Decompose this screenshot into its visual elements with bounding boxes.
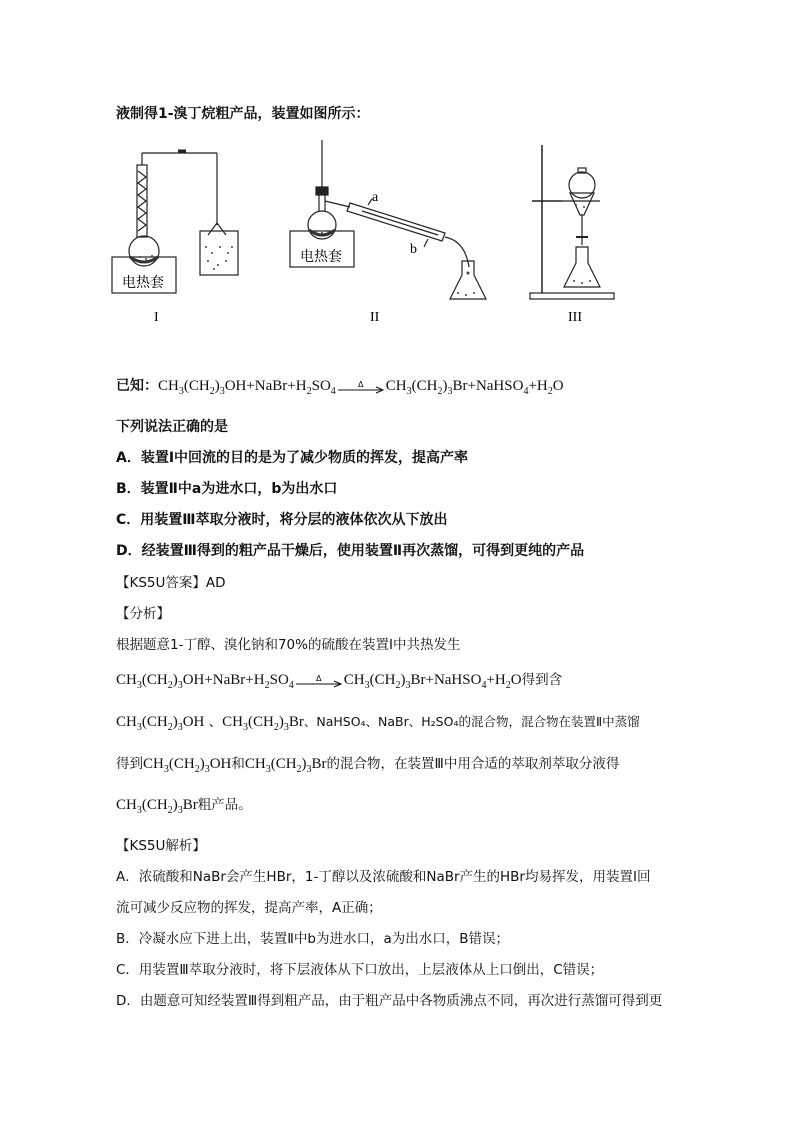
apparatus-ii-label: II [370, 310, 380, 325]
apparatus-i-label: I [154, 310, 159, 325]
analysis-line-1: 根据题意1-丁醇、溴化钠和70%的硫酸在装置Ⅰ中共热发生 [116, 637, 461, 653]
question-text: 下列说法正确的是 [116, 419, 228, 435]
reaction-arrow [336, 380, 386, 394]
answer-tag: 【KS5U答案】 [116, 575, 206, 591]
analysis-tag: 【分析】 [116, 606, 170, 622]
option-c: C．用装置Ⅲ萃取分液时，将分层的液体依次从下放出 [116, 512, 448, 528]
apparatus-iii-label: III [568, 310, 582, 325]
explain-line-5: D．由题意可知经装置Ⅲ得到粗产品，由于粗产品中各物质沸点不同，再次进行蒸馏可得到更 [116, 993, 663, 1009]
stand-base [530, 293, 614, 299]
heater-label-ii: 电热套 [300, 250, 342, 265]
explain-line-3: B．冷凝水应下进上出，装置Ⅱ中b为进水口，a为出水口，B错误； [116, 931, 510, 947]
receiving-flask [450, 261, 486, 299]
explain-line-2: 流可减少反应物的挥发，提高产率，A正确； [116, 900, 382, 916]
answer-value: AD [205, 575, 226, 591]
analysis-line-2: $CH_3(CH_2)_3OH+NaBr+H_2SO_4$ Δ $CH_3(CH_2)_3Br+NaHSO_4+H_2O$得到含 [116, 672, 563, 691]
option-b: B．装置Ⅱ中a为进水口，b为出水口 [116, 481, 338, 497]
reaction-equation: $CH_3(CH_2)_3OH+NaBr+H_2SO_4$ Δ $CH_3(CH_2)_3Br+NaHSO_4+H_2O$ [158, 378, 564, 397]
port-a-label: a [372, 190, 379, 205]
analysis-line-5: $CH_3(CH_2)_3Br$粗产品。 [116, 797, 252, 816]
explain-tag: 【KS5U解析】 [116, 838, 206, 854]
separatory-funnel [569, 172, 595, 198]
beaker [200, 231, 238, 275]
analysis-line-3: $CH_3(CH_2)_3OH$ 、$CH_3(CH_2)_3Br$、NaHSO₄、NaBr、H₂SO₄的混合物，混合物在装置Ⅱ中蒸馏 [116, 714, 640, 733]
option-d: D．经装置Ⅲ得到的粗产品干燥后，使用装置Ⅱ再次蒸馏，可得到更纯的产品 [116, 543, 585, 559]
apparatus-figure [100, 135, 660, 335]
conical-flask-iii [564, 247, 600, 287]
svg-text:Δ: Δ [357, 379, 364, 389]
known-reaction: 已知：$CH_3(CH_2)_3OH+NaBr+H_2SO_4$ Δ $CH_3(CH_2)_3Br+NaHSO_4+H_2O$ [116, 378, 564, 397]
analysis-line-4: 得到$CH_3(CH_2)_3OH$和$CH_3(CH_2)_3Br$的混合物，在装置Ⅲ中用合适的萃取剂萃取分液得 [116, 756, 620, 775]
heater-label-i: 电热套 [122, 276, 164, 291]
intro-text: 液制得1-溴丁烷粗产品，装置如图所示： [116, 106, 370, 122]
answer-line [116, 571, 226, 591]
port-b-label: b [410, 242, 417, 257]
svg-text:Δ: Δ [315, 673, 322, 683]
explain-line-1: A．浓硫酸和NaBr会产生HBr，1-丁醇以及浓硫酸和NaBr产生的HBr均易挥发，用装置Ⅰ回 [116, 869, 651, 885]
option-a: A．装置Ⅰ中回流的目的是为了减少物质的挥发，提高产率 [116, 450, 469, 466]
explain-line-4: C．用装置Ⅲ萃取分液时，将下层液体从下口放出，上层液体从上口倒出，C错误； [116, 962, 604, 978]
